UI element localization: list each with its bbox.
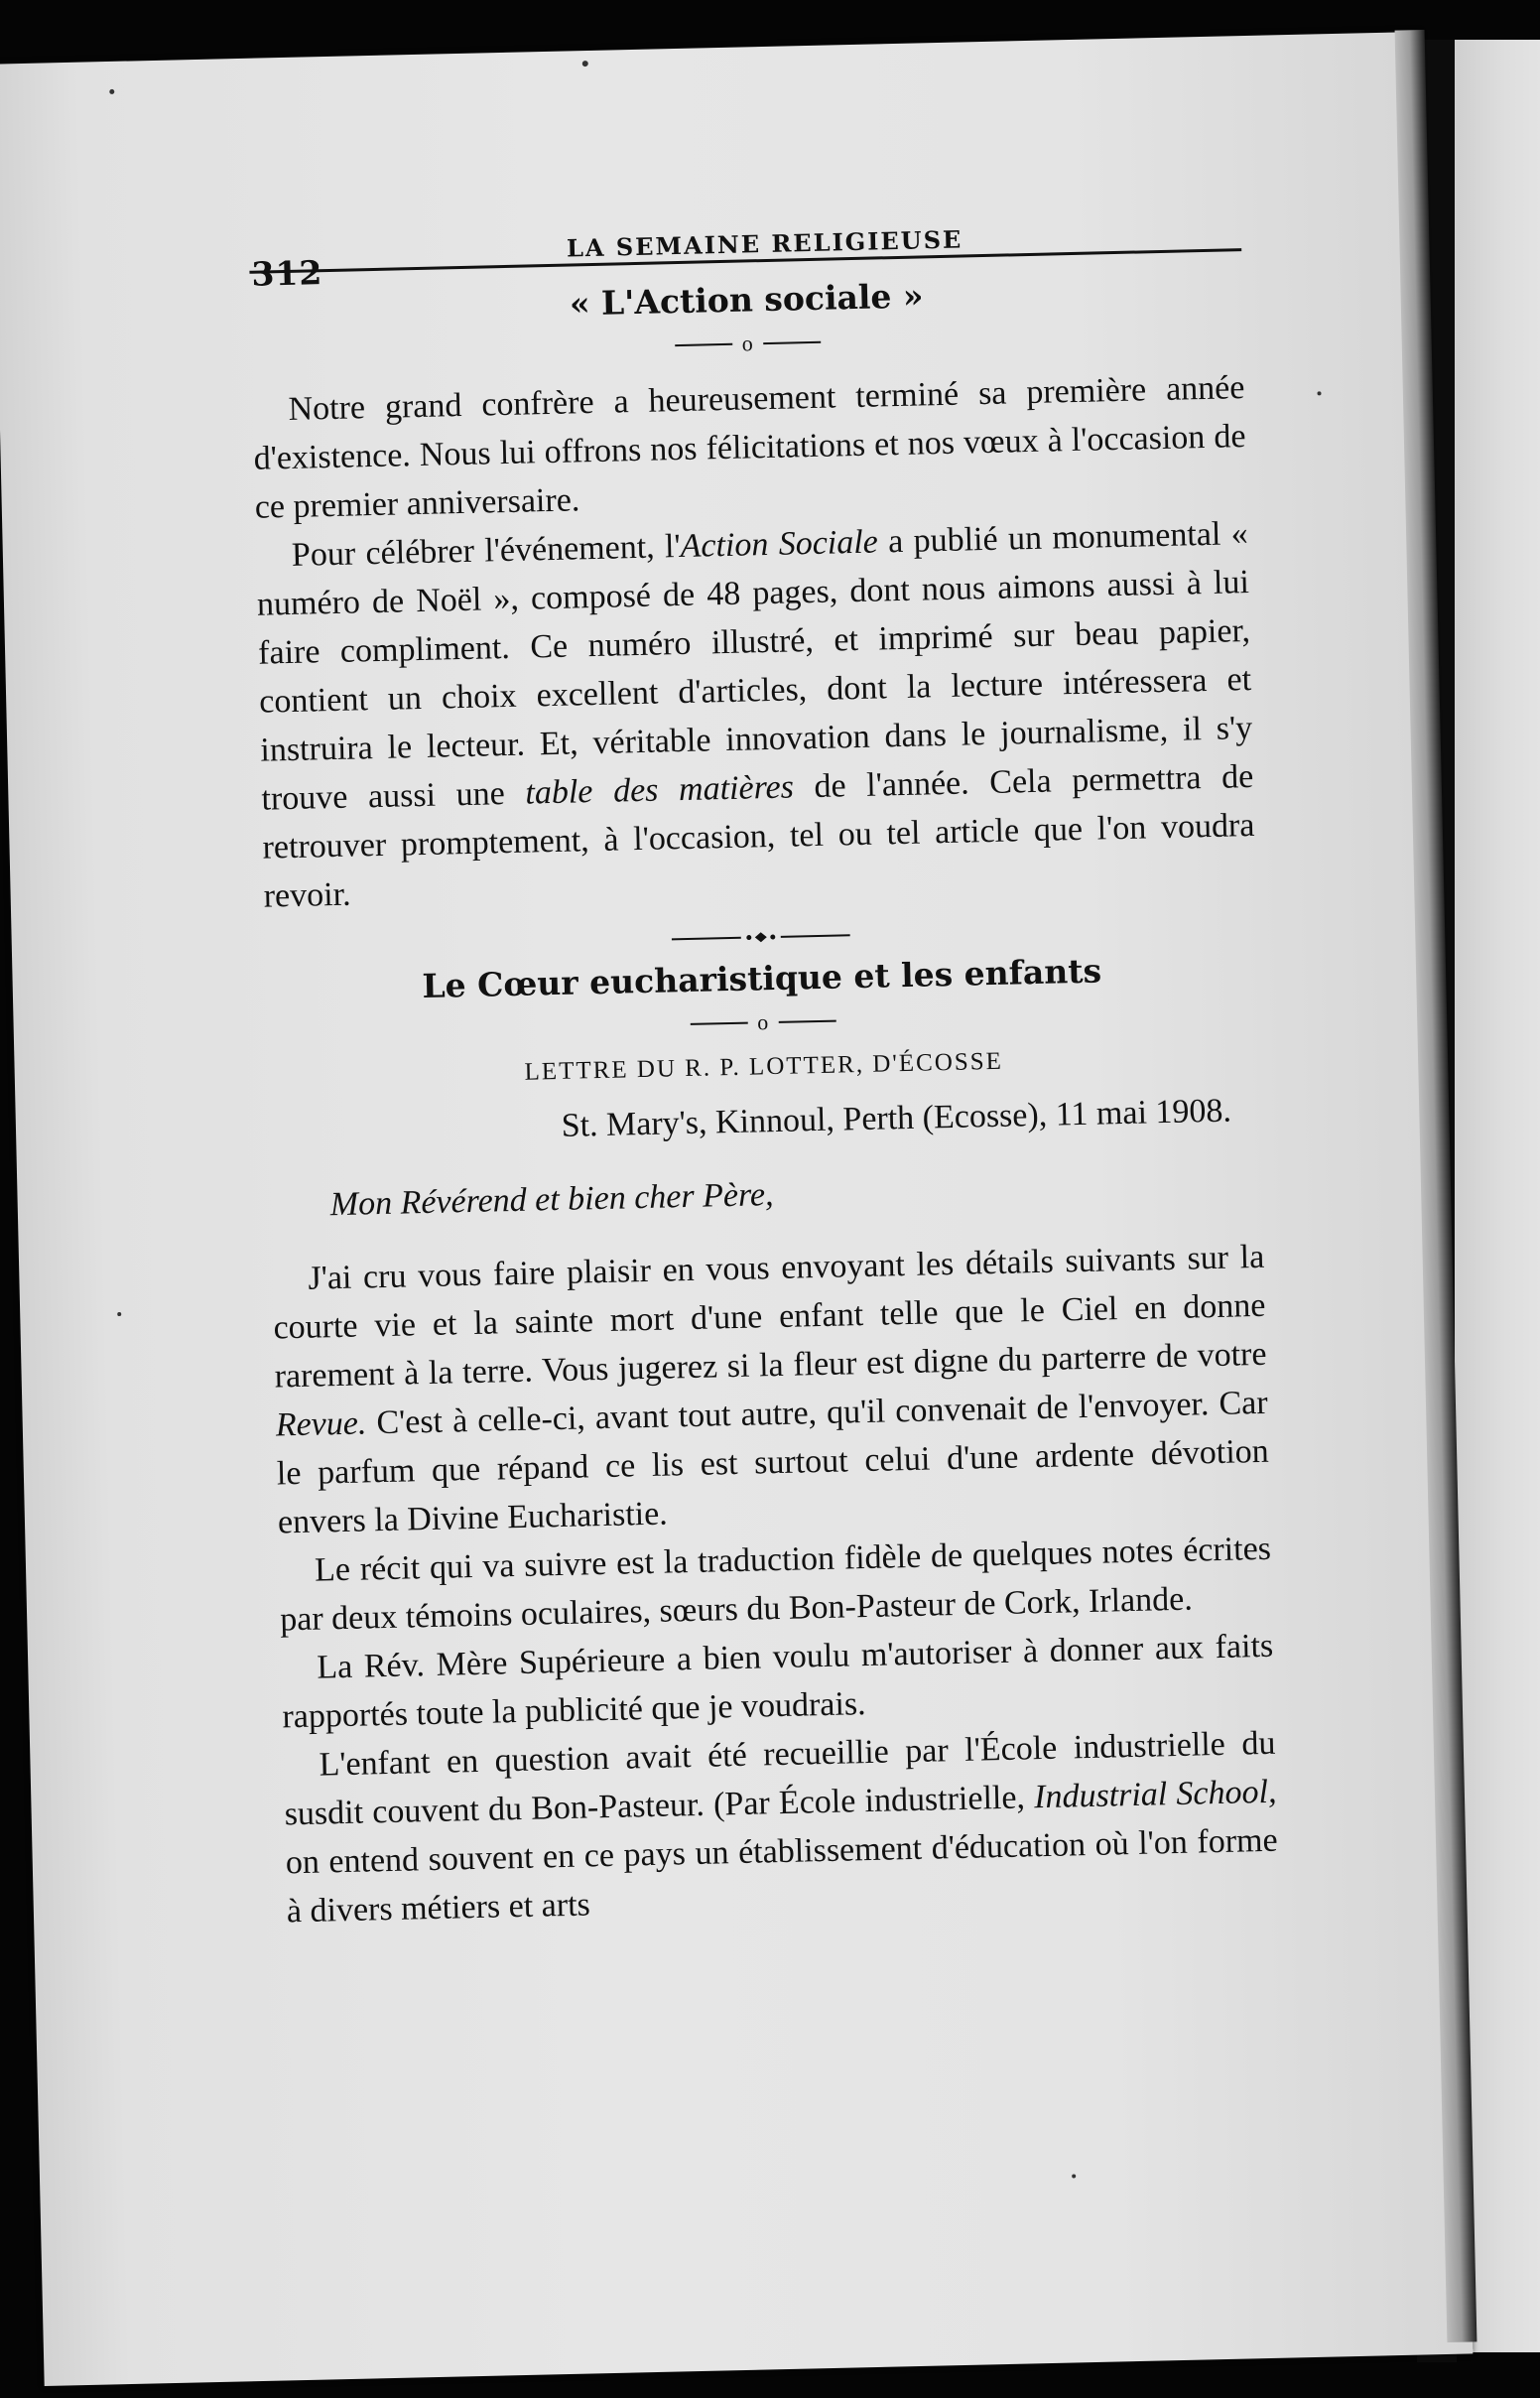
text-run: a publié un monumental « numéro de Noël », composé de 48 pages, dont nous aimons aussi à lui faire compliment. Ce numéro illustré, et imprimé sur beau papier, contient un choix excellent d'articles, dont la lecture intéressera et instruira le lecteur. Et, véritable innovation dans le journalisme, il s'y trouve aussi une (256, 515, 1253, 818)
separator-circle: o (756, 1009, 769, 1035)
dust-speck (117, 1312, 121, 1316)
section-separator (267, 999, 1259, 1047)
text-run: Pour célébrer l'événement, l' (291, 528, 682, 574)
paragraph (255, 509, 1256, 921)
letter-dateline: St. Mary's, Kinnoul, Perth (Ecosse), 11 mai 1908. (561, 1092, 1232, 1144)
paragraph: Notre grand confrère a heureusement terminé sa première année d'existence. Nous lui offrons nos félicitations et nos vœux à l'occasion de ce premier anniversaire. (253, 369, 1246, 526)
separator-circle: o (741, 331, 754, 356)
text-run: J'ai cru vous faire plaisir en vous envoyant les détails suivants sur la courte vie et la sainte mort d'une enfant telle que le Ciel en donne rarement à la terre. Vous jugerez si la fleur est digne du parterre de votre (273, 1238, 1267, 1396)
italic-text: table des matières (525, 768, 795, 812)
italic-text: Industrial School, (1033, 1773, 1277, 1816)
italic-text: Revue. (275, 1404, 367, 1444)
dust-speck (582, 61, 588, 67)
ornament-rule-icon (672, 927, 850, 947)
text-run: de l'année. Cela permettra de retrouver promptement, à l'occasion, tel ou tel article que l'on voudra revoir. (262, 757, 1255, 915)
letter-heading: LETTRE DU R. P. LOTTER, D'ÉCOSSE (524, 1047, 1004, 1086)
text-run: on entend souvent en ce pays un établissement d'éducation où l'on forme à divers métiers et arts (285, 1821, 1278, 1931)
section-separator (251, 320, 1243, 368)
page-number: 312 (251, 253, 323, 294)
paragraph: Le récit qui va suivre est la traduction fidèle de quelques notes écrites par deux témoins oculaires, sœurs du Bon-Pasteur de Cork, Irlande. (279, 1530, 1272, 1639)
dust-speck (1317, 391, 1321, 395)
paragraph: La Rév. Mère Supérieure a bien voulu m'autoriser à donner aux faits rapportés toute la publicité que je voudrais. (282, 1627, 1274, 1736)
section-title-coeur-eucharistique: Le Cœur eucharistique et les enfants (422, 951, 1102, 1006)
text-run: L'enfant en question avait été recueillie par l'École industrielle du susdit couvent du Bon-Pasteur. (Par École industrielle, (284, 1724, 1276, 1833)
letter-salutation: Mon Révérend et bien cher Père, (329, 1176, 774, 1224)
italic-text: Action Sociale (680, 523, 879, 566)
separator-dash (690, 1022, 747, 1025)
dust-speck (109, 89, 114, 94)
book-page (0, 32, 1473, 2386)
separator-dash (675, 343, 732, 346)
text-run: C'est à celle-ci, avant tout autre, qu'il convenait de l'envoyer. Car le parfum que répand ce lis est surtout celui d'une ardente dévotion envers la Divine Eucharistie. (276, 1384, 1270, 1541)
section-title-action-sociale: « L'Action sociale » (569, 276, 924, 324)
separator-dash (763, 341, 821, 344)
separator-dash (778, 1020, 835, 1023)
page-content (248, 185, 1279, 1935)
paragraph (272, 1233, 1270, 1547)
journal-title: LA SEMAINE RELIGIEUSE (566, 224, 963, 263)
running-head (248, 185, 1241, 294)
dust-speck (1072, 2174, 1076, 2178)
paragraph (283, 1719, 1279, 1936)
